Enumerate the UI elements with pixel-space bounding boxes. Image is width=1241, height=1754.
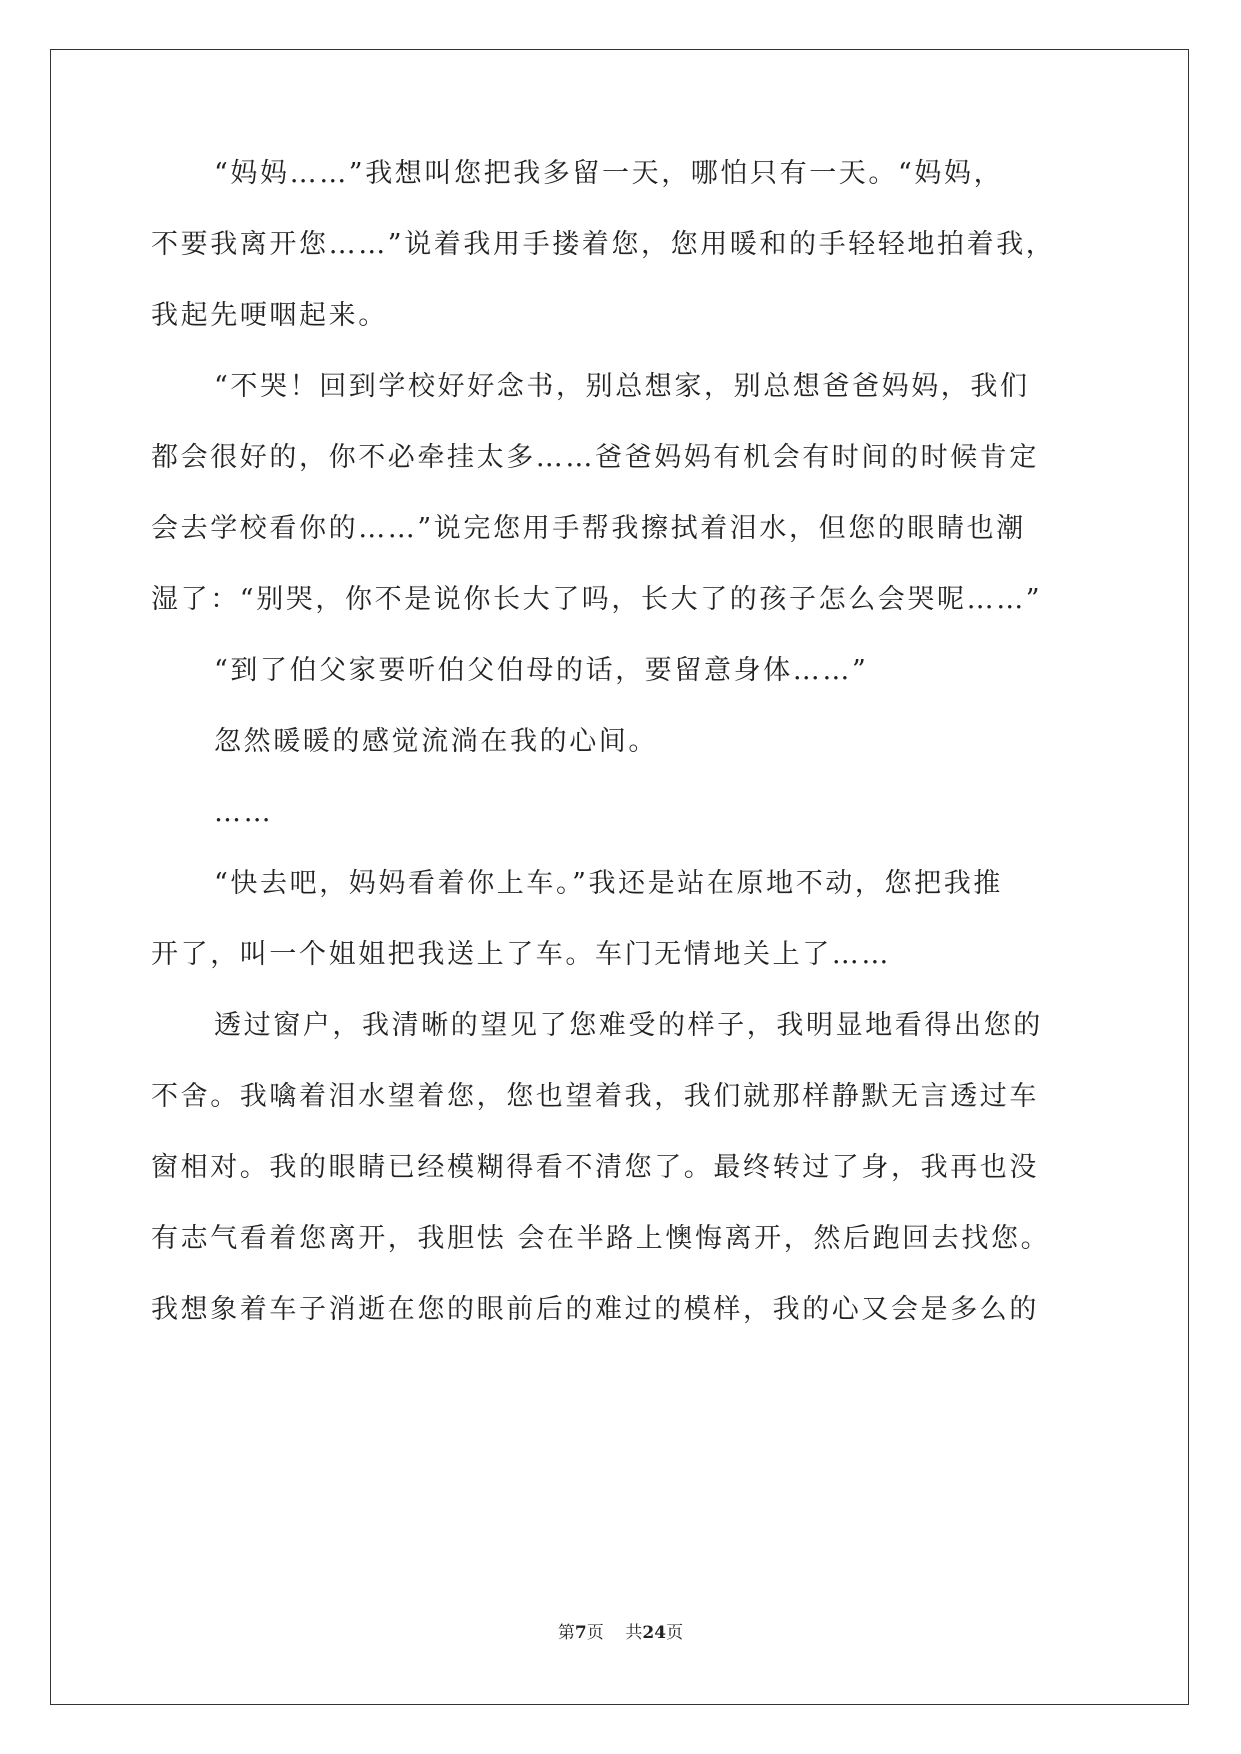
- text-line: 不要我离开您……”说着我用手搂着您，您用暖和的手轻轻地拍着我，: [151, 229, 1056, 260]
- text-line: ……: [214, 797, 274, 828]
- text-line: “到了伯父家要听伯父伯母的话，要留意身体……”: [214, 655, 869, 686]
- total-unit: 页: [666, 1623, 684, 1643]
- text-line: 开了，叫一个姐姐把我送上了车。车门无情地关上了……: [151, 939, 891, 970]
- text-line: 湿了：“别哭，你不是说你长大了吗，长大了的孩子怎么会哭呢……”: [151, 584, 1043, 615]
- text-line: 不舍。我噙着泪水望着您，您也望着我，我们就那样静默无言透过车: [151, 1081, 1039, 1112]
- page-total: 24: [642, 1623, 667, 1643]
- page-unit: 页: [586, 1623, 604, 1643]
- text-line: 忽然暖暖的感觉流淌在我的心间。: [214, 726, 658, 757]
- total-prefix: 共: [625, 1623, 643, 1643]
- text-line: “妈妈……”我想叫您把我多留一天，哪怕只有一天。“妈妈，: [214, 158, 1004, 189]
- text-line: 都会很好的，你不必牵挂太多……爸爸妈妈有机会有时间的时候肯定: [151, 442, 1039, 473]
- text-line: 我想象着车子消逝在您的眼前后的难过的模样，我的心又会是多么的: [151, 1294, 1039, 1325]
- text-line: 我起先哽咽起来。: [151, 300, 388, 331]
- text-line: “快去吧，妈妈看着你上车。”我还是站在原地不动，您把我推: [214, 868, 1003, 899]
- text-line: “不哭！回到学校好好念书，别总想家，别总想爸爸妈妈，我们: [214, 371, 1030, 402]
- page-current: 7: [574, 1623, 587, 1643]
- text-line: 窗相对。我的眼睛已经模糊得看不清您了。最终转过了身，我再也没: [151, 1152, 1039, 1183]
- page-footer: [0, 1618, 1241, 1643]
- text-line: 透过窗户，我清晰的望见了您难受的样子，我明显地看得出您的: [214, 1010, 1043, 1041]
- text-line: 会去学校看你的……”说完您用手帮我擦拭着泪水，但您的眼睛也潮: [151, 513, 1026, 544]
- page-prefix: 第: [557, 1623, 575, 1643]
- text-line: 有志气看着您离开，我胆怯 会在半路上懊悔离开，然后跑回去找您。: [151, 1223, 1051, 1254]
